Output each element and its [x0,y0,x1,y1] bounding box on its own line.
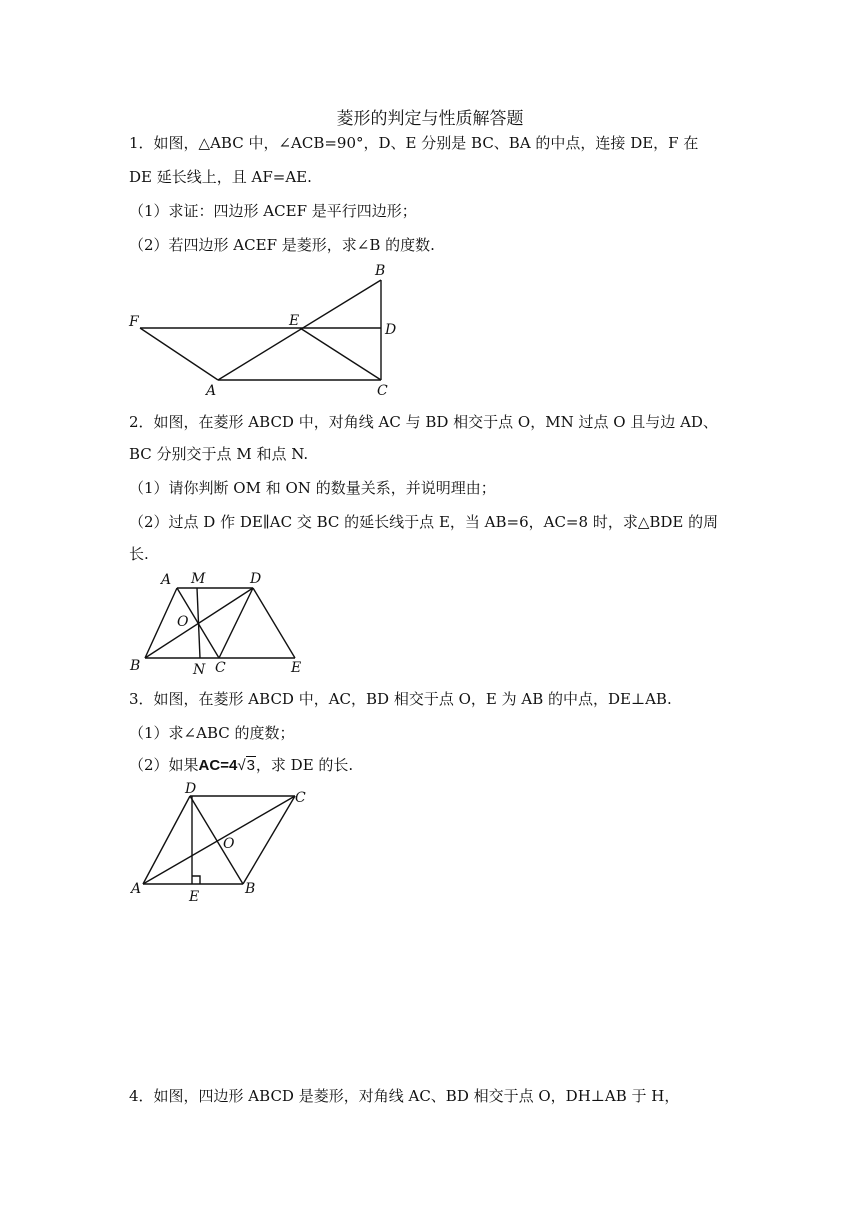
q1-label-B: B [375,263,386,279]
q3-part2-pre: （2）如果 [129,756,199,774]
q3-line1: 3．如图，在菱形 ABCD 中，AC，BD 相交于点 O，E 为 AB 的中点，DE⊥AB. [129,690,672,708]
q2-label-D: D [250,571,262,587]
q3-part1: （1）求∠ABC 的度数； [129,724,295,742]
q1-label-F: F [129,314,139,330]
q2-label-E: E [291,660,302,676]
q2-part2b: 长. [129,545,149,563]
q4-line1: 4．如图，四边形 ABCD 是菱形，对角线 AC、BD 相交于点 O，DH⊥AB 于 H， [129,1087,680,1105]
q1-label-A: A [206,383,217,399]
q3-right-angle-mark [192,876,200,884]
q2-label-A: A [161,572,172,588]
q3-label-A: A [131,881,142,897]
q1-label-C: C [377,383,388,399]
page-title: 菱形的判定与性质解答题 [336,109,524,129]
q2-part1: （1）请你判断 OM 和 ON 的数量关系，并说明理由； [129,479,496,497]
q1-label-E: E [289,313,300,329]
q3-label-C: C [295,790,306,806]
q2-figure [125,568,325,678]
q1-label-D: D [385,322,397,338]
q1-seg-FA [140,328,218,380]
q2-label-C: C [215,660,226,676]
q3-label-E: E [189,889,200,905]
q2-label-O: O [177,614,189,630]
q3-label-D: D [185,781,197,797]
q2-line1: 2．如图，在菱形 ABCD 中，对角线 AC 与 BD 相交于点 O，MN 过点 O 且与边 AD、 [129,413,718,431]
q2-label-B: B [130,658,141,674]
q3-label-O: O [223,836,235,852]
q3-part2-rad: 3 [246,757,255,774]
q2-label-N: N [193,662,206,678]
q3-figure [125,780,325,910]
sqrt-symbol: √3 [237,757,255,774]
q2-part2: （2）过点 D 作 DE∥AC 交 BC 的延长线于点 E，当 AB=6，AC=8 时，求△BDE 的周 [129,513,719,531]
q1-line1: 1．如图，△ABC 中，∠ACB=90°，D、E 分别是 BC、BA 的中点，连接 DE，F 在 [129,134,699,152]
q2-line2: BC 分别交于点 M 和点 N. [129,445,309,463]
q3-part2-post: ，求 DE 的长. [255,756,354,774]
q3-part2 [129,754,353,775]
q1-part1: （1）求证：四边形 ACEF 是平行四边形； [129,202,417,220]
q2-label-M: M [191,571,206,587]
q1-seg-EC [300,328,381,380]
q3-label-B: B [245,881,256,897]
q1-line2: DE 延长线上，且 AF=AE. [129,168,312,186]
q1-part2: （2）若四边形 ACEF 是菱形，求∠B 的度数. [129,236,435,254]
q1-figure [120,258,420,398]
q3-seg-DB [190,796,243,884]
q3-part2-formula: AC=4 [198,757,238,774]
q3-seg-BC [243,796,295,884]
q2-seg-DE [253,588,295,658]
